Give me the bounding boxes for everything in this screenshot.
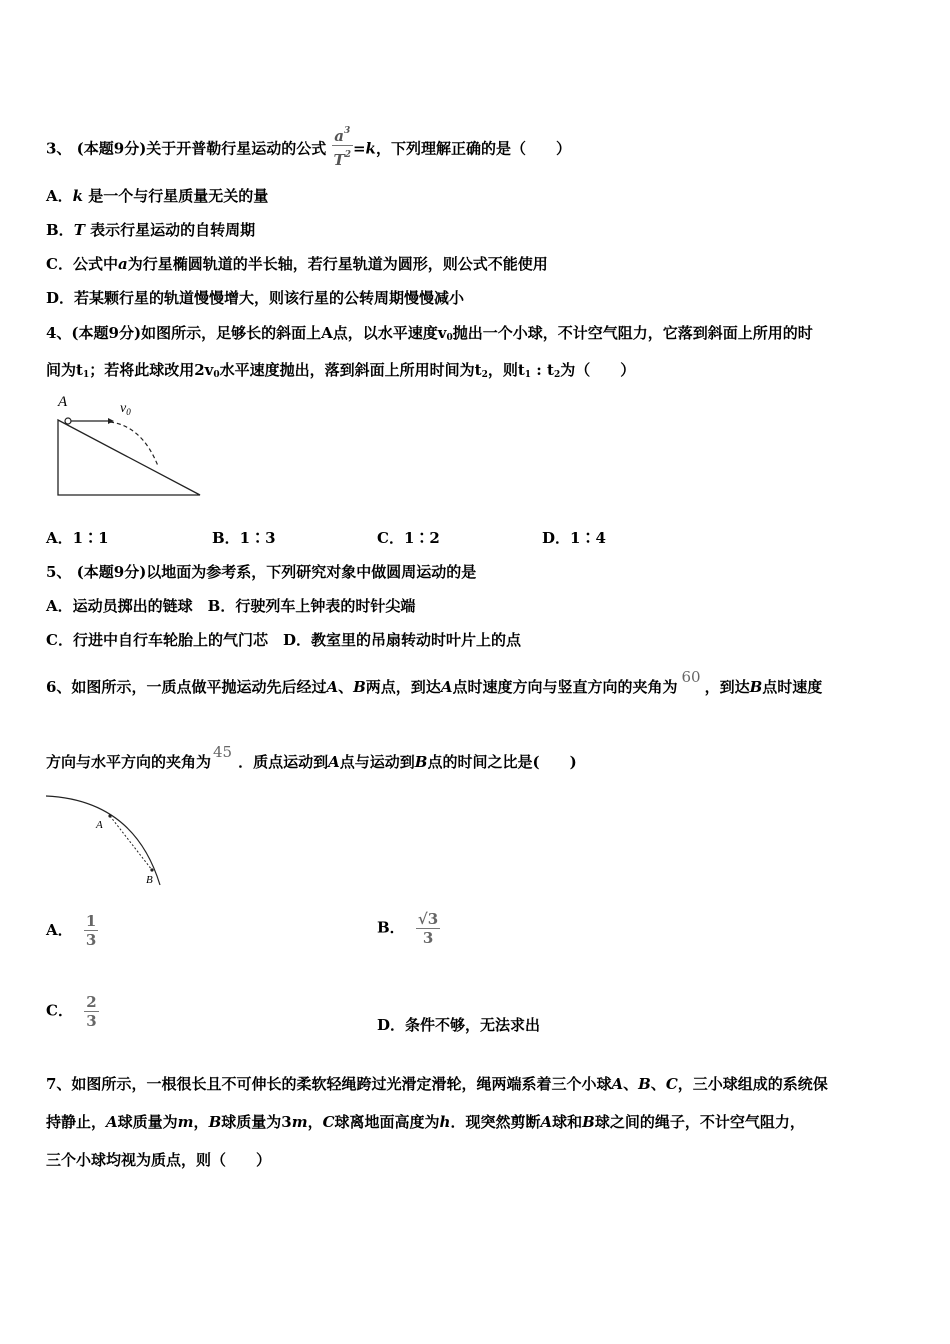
q4-stem-line1: 4、(本题9分)如图所示，足够长的斜面上A点，以水平速度$v_0$抛出一个小球，不计空气阻力，它落到斜面上所用的时	[46, 324, 813, 343]
q3-option-d[interactable]: D．若某颗行星的轨道慢慢增大，则该行星的公转周期慢慢减小	[46, 289, 465, 307]
q6-option-b[interactable]: B． $\frac{√3}{3}$	[377, 910, 439, 947]
angle-45: 45	[213, 743, 233, 761]
kepler-fraction: $\frac{a^3}{T^2}$	[333, 126, 351, 169]
fig-point-a: A	[96, 819, 103, 831]
q7-stem-line1: 7、如图所示，一根很长且不可伸长的柔软轻绳跨过光滑定滑轮，绳两端系着三个小球A、B、C，三小球组成的系统保	[46, 1075, 828, 1093]
angle-60: 60	[681, 668, 701, 686]
q4-option-b[interactable]: B．1∶3	[212, 529, 276, 547]
fig-point-b: B	[146, 874, 153, 886]
q6-option-d[interactable]: D．条件不够，无法求出	[377, 1016, 541, 1034]
projectile-curve-figure	[44, 790, 169, 890]
q6-option-c[interactable]: C． $\frac{2}{3}$	[46, 993, 97, 1030]
incline-projectile-figure	[50, 388, 210, 503]
q6-option-a[interactable]: A． $\frac{1}{3}$	[46, 912, 97, 949]
q3-option-b[interactable]: B．T 表示行星运动的自转周期	[46, 221, 256, 239]
q5-options-cd[interactable]: C．行进中自行车轮胎上的气门芯 D．教室里的吊扇转动时叶片上的点	[46, 631, 521, 649]
q4-stem-line2: 间为$t_1$；若将此球改用$2v_0$水平速度抛出，落到斜面上所用时间为$t_2$，则$t_1$ : $t_2$为（ ）	[46, 361, 636, 380]
q4-option-d[interactable]: D．1∶4	[542, 529, 606, 547]
fig-label-v0: $v_0$	[120, 401, 131, 417]
q5-options-ab[interactable]: A．运动员掷出的链球 B．行驶列车上钟表的时针尖端	[46, 597, 416, 615]
q3-option-a[interactable]: A．k 是一个与行星质量无关的量	[46, 187, 269, 205]
fig-label-a: A	[58, 394, 68, 410]
q3-stem: 3、 (本题9分)关于开普勒行星运动的公式 $\frac{a^3}{T^2}$ =k，下列理解正确的是（ ）	[46, 126, 571, 173]
q4-option-c[interactable]: C．1∶2	[377, 529, 440, 547]
q3-option-c[interactable]: C．公式中a为行星椭圆轨道的半长轴，若行星轨道为圆形，则公式不能使用	[46, 255, 548, 273]
q5-stem: 5、 (本题9分)以地面为参考系，下列研究对象中做圆周运动的是	[46, 563, 477, 581]
q7-stem-line3: 三个小球均视为质点，则（ ）	[46, 1151, 272, 1169]
q6-stem-line1: 6、如图所示，一质点做平抛运动先后经过A、B两点，到达A点时速度方向与竖直方向的夹角为60，到达B点时速度	[46, 668, 823, 696]
q7-stem-line2: 持静止，A球质量为m，B球质量为3m，C球离地面高度为h．现突然剪断A球和B球之间的绳子，不计空气阻力，	[46, 1113, 805, 1131]
q4-option-a[interactable]: A．1∶1	[46, 529, 109, 547]
q6-stem-line2: 方向与水平方向的夹角为45．质点运动到A点与运动到B点的时间之比是( )	[46, 743, 577, 771]
